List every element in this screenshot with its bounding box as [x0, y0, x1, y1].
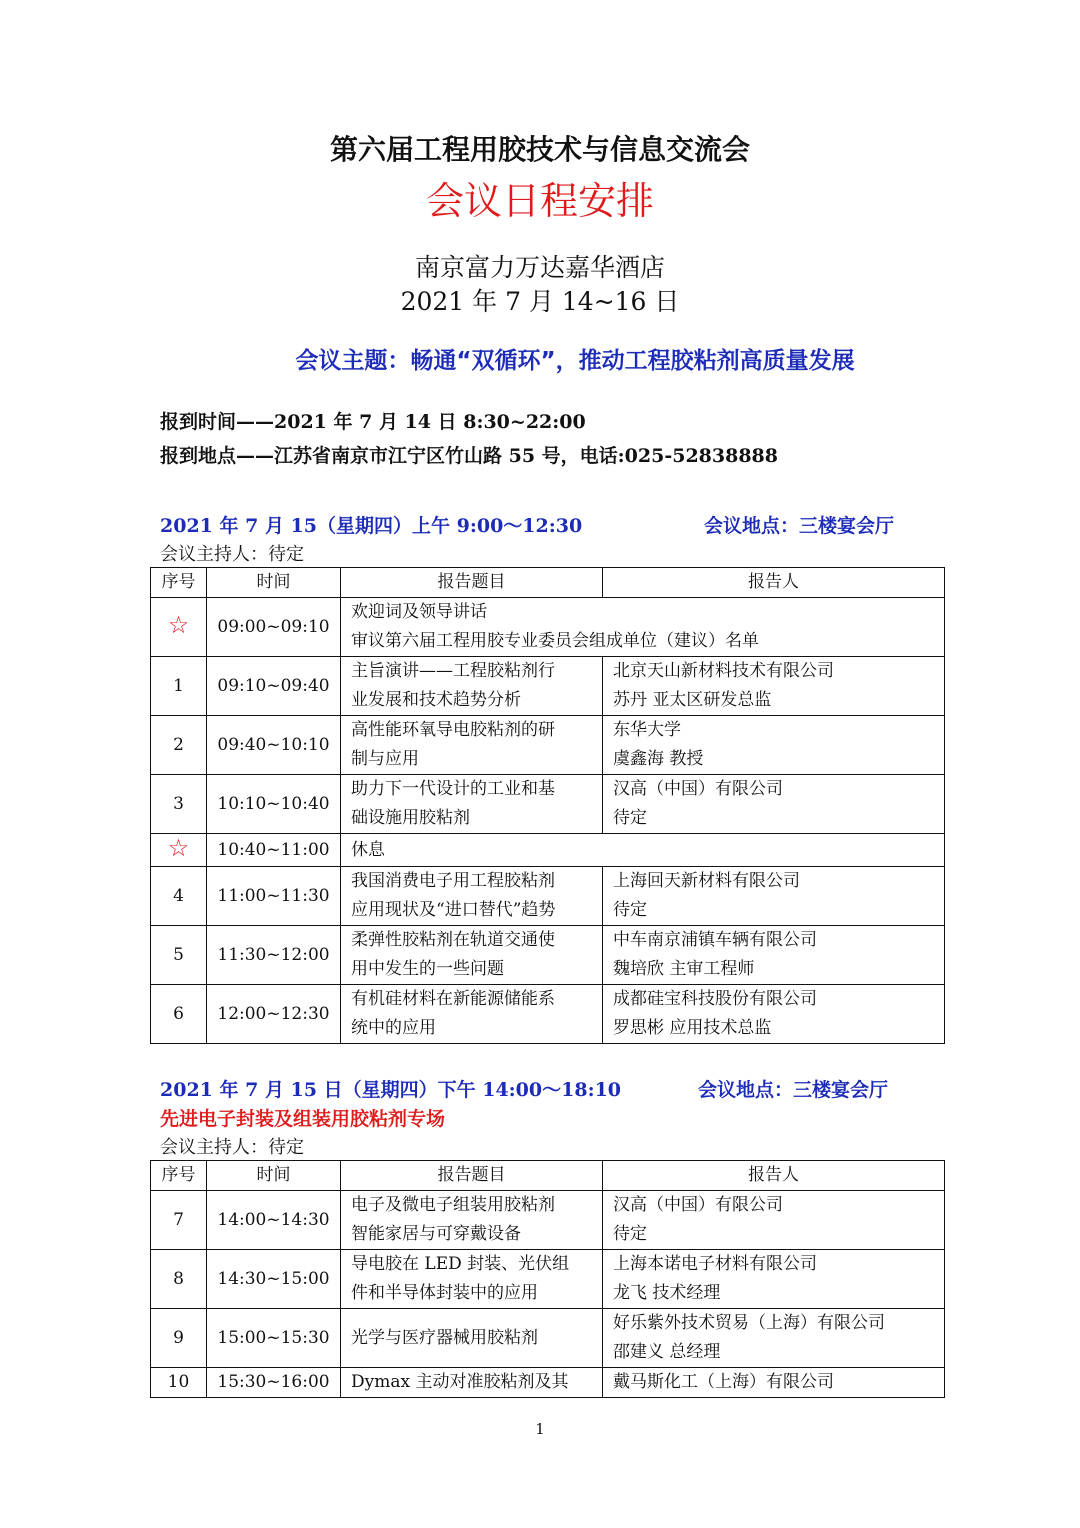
row-speaker [603, 867, 945, 926]
row-topic [341, 834, 945, 867]
table-row [151, 775, 945, 834]
topic-line: 有机硅材料在新能源储能系 [351, 989, 555, 1009]
speaker-line: 龙飞 技术经理 [613, 1283, 721, 1303]
topic-line: 制与应用 [351, 749, 419, 769]
table-row [151, 716, 945, 775]
topic-line: 用中发生的一些问题 [351, 959, 504, 979]
topic-line: 欢迎词及领导讲话 [351, 602, 487, 622]
star-icon: ☆ [167, 834, 190, 862]
row-number: 10 [167, 1372, 190, 1392]
row-number: 1 [173, 675, 184, 696]
topic-line: 光学与医疗器械用胶粘剂 [351, 1327, 538, 1348]
row-time: 15:00~15:30 [207, 1309, 341, 1368]
row-number: 4 [173, 885, 184, 906]
session-1-schedule-table [150, 567, 945, 1044]
row-index [151, 1309, 207, 1368]
session-2-location: 会议地点：三楼宴会厅 [698, 1079, 889, 1101]
topic-line: 柔弹性胶粘剂在轨道交通使 [351, 930, 555, 950]
speaker-line: 上海本诺电子材料有限公司 [613, 1254, 817, 1274]
row-speaker [603, 1368, 945, 1398]
table-row [151, 1368, 945, 1398]
topic-line: 电子及微电子组装用胶粘剂 [351, 1195, 555, 1215]
schedule-heading: 会议日程安排 [425, 179, 654, 223]
row-number: 7 [173, 1209, 184, 1230]
row-number: 3 [173, 793, 184, 814]
row-index [151, 1191, 207, 1250]
session-2-time: 2021 年 7 月 15 日（星期四）下午 14:00～18:10 [160, 1079, 622, 1101]
row-time: 09:10~09:40 [207, 657, 341, 716]
header-time: 时间 [207, 1161, 341, 1191]
row-time: 12:00~12:30 [207, 985, 341, 1044]
speaker-line: 汉高（中国）有限公司 [613, 779, 783, 799]
row-time: 14:00~14:30 [207, 1191, 341, 1250]
table-row [151, 834, 945, 867]
row-time: 11:00~11:30 [207, 867, 341, 926]
row-topic [341, 598, 945, 657]
speaker-line: 汉高（中国）有限公司 [613, 1195, 783, 1215]
table-row [151, 926, 945, 985]
row-speaker [603, 926, 945, 985]
topic-line: 高性能环氧导电胶粘剂的研 [351, 720, 555, 740]
topic-line: 统中的应用 [351, 1018, 436, 1038]
row-speaker [603, 1250, 945, 1309]
session-1-time: 2021 年 7 月 15（星期四）上午 9:00～12:30 [160, 515, 583, 537]
topic-line: 件和半导体封装中的应用 [351, 1283, 538, 1303]
row-speaker [603, 985, 945, 1044]
session-1-host: 会议主持人：待定 [160, 544, 304, 565]
row-topic [341, 985, 603, 1044]
row-index [151, 926, 207, 985]
topic-line: 助力下一代设计的工业和基 [351, 779, 555, 799]
table-row [151, 1250, 945, 1309]
row-time: 11:30~12:00 [207, 926, 341, 985]
session-2-schedule-table [150, 1160, 945, 1398]
speaker-line: 东华大学 [613, 720, 681, 740]
row-number: 2 [173, 734, 184, 755]
row-topic [341, 926, 603, 985]
row-index [151, 1368, 207, 1398]
conference-title: 第六届工程用胶技术与信息交流会 [329, 133, 750, 166]
row-time: 10:40~11:00 [207, 834, 341, 867]
topic-line: 智能家居与可穿戴设备 [351, 1224, 521, 1244]
table-row [151, 985, 945, 1044]
page-number: 1 [535, 1420, 545, 1438]
row-time: 09:40~10:10 [207, 716, 341, 775]
topic-line: 休息 [351, 839, 385, 860]
row-time: 09:00~09:10 [207, 598, 341, 657]
row-number: 5 [173, 944, 184, 965]
row-number: 6 [173, 1003, 184, 1024]
header-index: 序号 [151, 1161, 207, 1191]
header-topic: 报告题目 [341, 1161, 603, 1191]
speaker-line: 戴马斯化工（上海）有限公司 [613, 1372, 834, 1392]
header-speaker: 报告人 [603, 568, 945, 598]
header-time: 时间 [207, 568, 341, 598]
topic-line: 主旨演讲——工程胶粘剂行 [351, 661, 555, 681]
row-index [151, 775, 207, 834]
row-topic [341, 1368, 603, 1398]
speaker-line: 北京天山新材料技术有限公司 [613, 661, 834, 681]
speaker-line: 待定 [613, 1224, 647, 1244]
topic-line: 我国消费电子用工程胶粘剂 [351, 871, 555, 891]
speaker-line: 邵建义 总经理 [613, 1342, 721, 1362]
row-number: 9 [173, 1327, 184, 1348]
table-header-row [151, 568, 945, 598]
speaker-line: 成都硅宝科技股份有限公司 [613, 989, 817, 1009]
registration-place: 报到地点——江苏省南京市江宁区竹山路 55 号，电话:025-52838888 [160, 445, 778, 467]
table-row [151, 598, 945, 657]
session-2-subtitle: 先进电子封装及组装用胶粘剂专场 [160, 1108, 446, 1130]
row-topic [341, 657, 603, 716]
speaker-line: 待定 [613, 900, 647, 920]
table-row [151, 1309, 945, 1368]
row-index [151, 657, 207, 716]
topic-line: 审议第六届工程用胶专业委员会组成单位（建议）名单 [351, 631, 759, 651]
row-index [151, 834, 207, 867]
row-index [151, 985, 207, 1044]
topic-line: Dymax 主动对准胶粘剂及其 [351, 1372, 569, 1392]
row-index [151, 598, 207, 657]
topic-line: 应用现状及“进口替代”趋势 [351, 900, 556, 920]
row-topic [341, 1250, 603, 1309]
registration-time: 报到时间——2021 年 7 月 14 日 8:30~22:00 [160, 411, 586, 433]
row-speaker [603, 1191, 945, 1250]
row-speaker [603, 775, 945, 834]
speaker-line: 魏培欣 主审工程师 [613, 959, 755, 979]
table-row [151, 1191, 945, 1250]
conference-dates: 2021 年 7 月 14~16 日 [400, 287, 680, 316]
row-number: 8 [173, 1268, 184, 1289]
row-index [151, 867, 207, 926]
row-topic [341, 1191, 603, 1250]
topic-line: 导电胶在 LED 封装、光伏组 [351, 1254, 570, 1274]
row-time: 14:30~15:00 [207, 1250, 341, 1309]
speaker-line: 苏丹 亚太区研发总监 [613, 690, 772, 710]
topic-line: 础设施用胶粘剂 [351, 808, 470, 828]
header-speaker: 报告人 [603, 1161, 945, 1191]
table-row [151, 867, 945, 926]
topic-line: 业发展和技术趋势分析 [351, 690, 521, 710]
venue: 南京富力万达嘉华酒店 [414, 253, 665, 282]
speaker-line: 罗思彬 应用技术总监 [613, 1018, 772, 1038]
row-topic [341, 775, 603, 834]
row-index [151, 716, 207, 775]
table-header-row [151, 1161, 945, 1191]
speaker-line: 中车南京浦镇车辆有限公司 [613, 930, 817, 950]
row-topic [341, 1309, 603, 1368]
header-index: 序号 [151, 568, 207, 598]
speaker-line: 好乐紫外技术贸易（上海）有限公司 [613, 1313, 885, 1333]
header-topic: 报告题目 [341, 568, 603, 598]
session-1-location: 会议地点：三楼宴会厅 [704, 515, 895, 537]
speaker-line: 虞鑫海 教授 [613, 749, 704, 769]
row-topic [341, 867, 603, 926]
row-speaker [603, 657, 945, 716]
row-speaker [603, 716, 945, 775]
speaker-line: 上海回天新材料有限公司 [613, 871, 800, 891]
session-2-host: 会议主持人：待定 [160, 1137, 304, 1158]
row-index [151, 1250, 207, 1309]
row-time: 10:10~10:40 [207, 775, 341, 834]
star-icon: ☆ [167, 611, 190, 639]
speaker-line: 待定 [613, 808, 647, 828]
row-time: 15:30~16:00 [207, 1368, 341, 1398]
row-speaker [603, 1309, 945, 1368]
conference-theme: 会议主题：畅通“双循环”，推动工程胶粘剂高质量发展 [295, 348, 855, 374]
table-row [151, 657, 945, 716]
row-topic [341, 716, 603, 775]
